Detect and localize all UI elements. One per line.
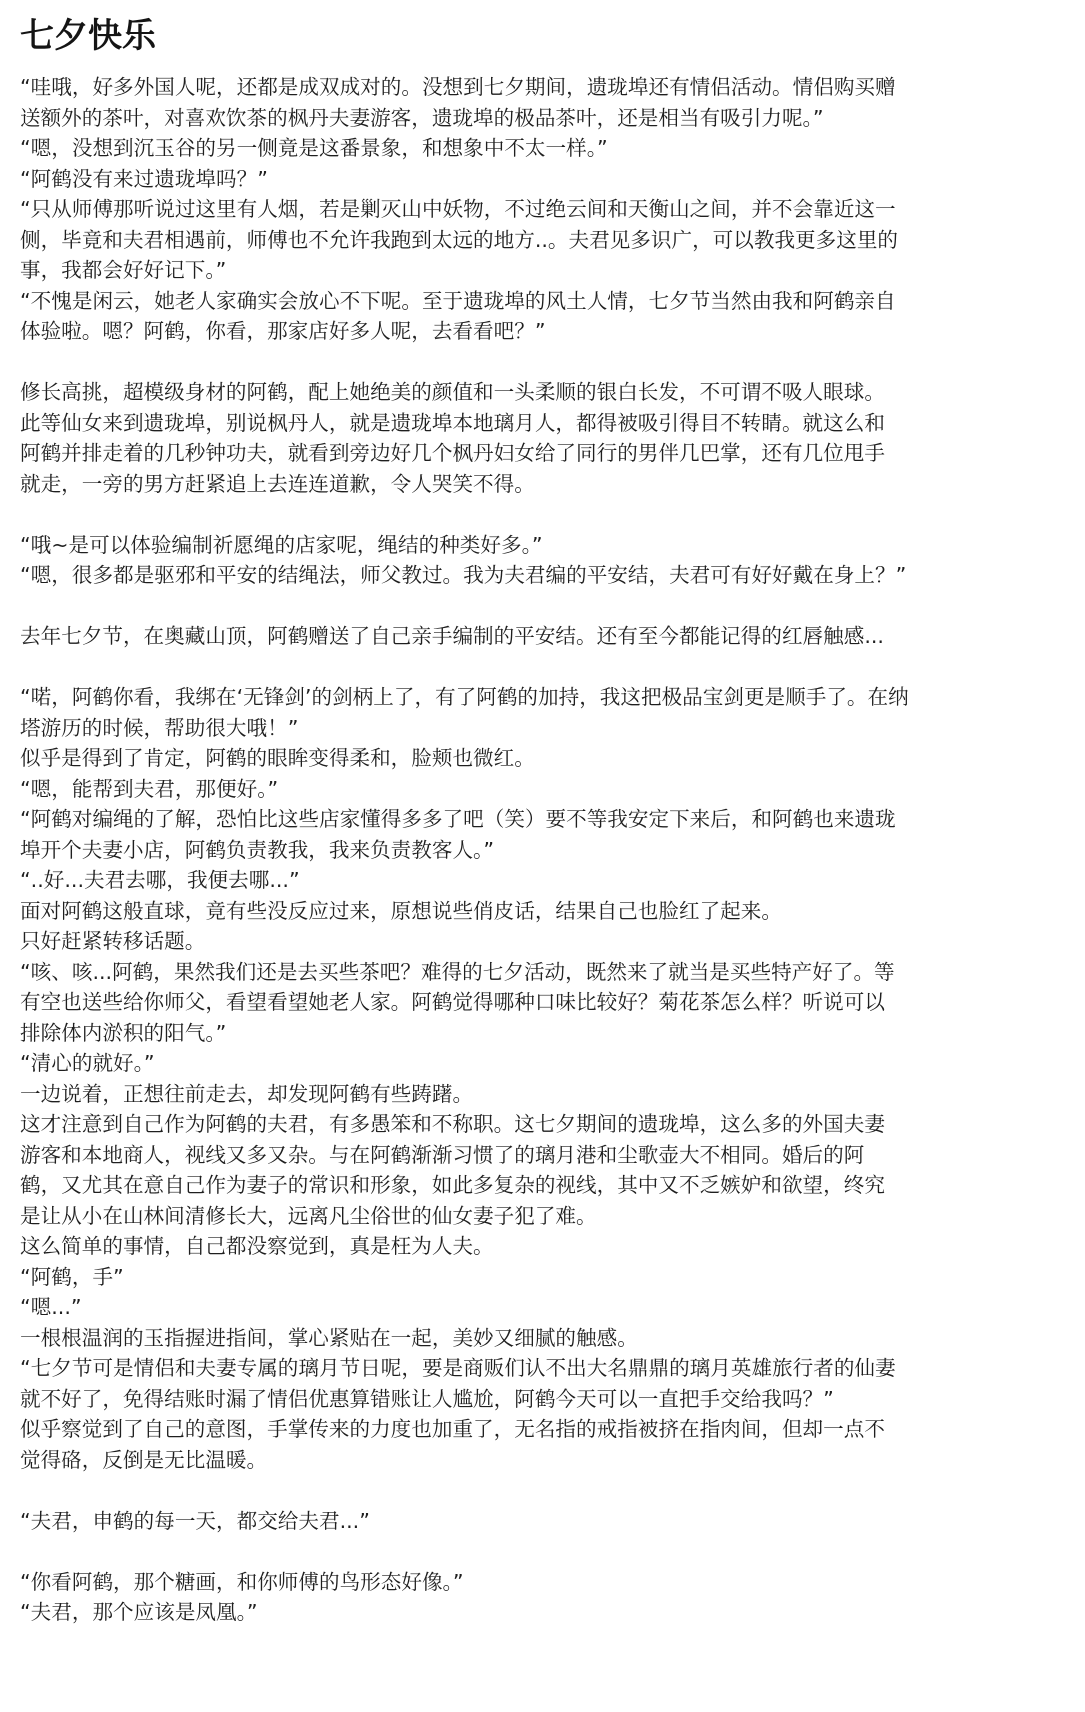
text-line: 就不好了，免得结账时漏了情侣优惠算错账让人尴尬，阿鹤今天可以一直把手交给我吗？” — [20, 1386, 834, 1411]
text-line: 觉得硌，反倒是无比温暖。 — [20, 1447, 268, 1472]
text-line: 事，我都会好好记下。” — [20, 258, 227, 282]
paragraph — [20, 194, 1057, 286]
paragraph-gap — [20, 347, 1057, 378]
paragraph — [20, 1231, 1057, 1262]
text-line: 只好赶紧转移话题。 — [20, 929, 206, 953]
text-line: 埠开个夫妻小店，阿鹤负责教我，我来负责教客人。” — [20, 837, 495, 862]
text-line: 阿鹤并排走着的几秒钟功夫，就看到旁边好几个枫丹妇女给了同行的男伴几巴掌，还有几位甩手 — [20, 441, 885, 465]
paragraph — [20, 133, 1057, 164]
paragraph-gap — [20, 1475, 1057, 1506]
paragraph — [20, 560, 1057, 591]
text-line: 游客和本地商人，视线又多又杂。与在阿鹤渐渐习惯了的璃月港和尘歌壶大不相同。婚后的阿 — [20, 1142, 865, 1167]
text-line: 这才注意到自己作为阿鹤的夫君，有多愚笨和不称职。这七夕期间的遗珑埠，这么多的外国夫妻 — [20, 1112, 885, 1136]
text-line: “不愧是闲云，她老人家确实会放心不下呢。至于遗珑埠的风土人情，七夕节当然由我和阿鹤亲自 — [20, 288, 896, 313]
paragraph — [20, 743, 1057, 774]
paragraph — [20, 1567, 1057, 1598]
paragraph — [20, 1323, 1057, 1354]
article-body — [20, 72, 1057, 1628]
paragraph — [20, 1109, 1057, 1231]
text-line: 一边说着，正想往前走去，却发现阿鹤有些踌躇。 — [20, 1081, 474, 1106]
text-line: “哇哦，好多外国人呢，还都是成双成对的。没想到七夕期间，遗珑埠还有情侣活动。情侣购买赠 — [20, 75, 896, 99]
text-line: “阿鹤，手” — [20, 1264, 124, 1289]
paragraph — [20, 926, 1057, 957]
paragraph-gap — [20, 1536, 1057, 1567]
paragraph — [20, 377, 1057, 499]
paragraph — [20, 682, 1057, 743]
paragraph-gap — [20, 591, 1057, 622]
text-line: “七夕节可是情侣和夫妻专属的璃月节日呢，要是商贩们认不出大名鼎鼎的璃月英雄旅行者的仙妻 — [20, 1356, 896, 1380]
text-line: 面对阿鹤这般直球，竟有些没反应过来，原想说些俏皮话，结果自己也脸红了起来。 — [20, 898, 782, 923]
text-line: “阿鹤没有来过遗珑埠吗？” — [20, 166, 268, 191]
text-line: “夫君，那个应该是凤凰。” — [20, 1600, 258, 1624]
paragraph — [20, 164, 1057, 195]
text-line: “嗯，很多都是驱邪和平安的结绳法，师父教过。我为夫君编的平安结，夫君可有好好戴在身上？” — [20, 563, 907, 587]
paragraph — [20, 1292, 1057, 1323]
text-line: 侧，毕竟和夫君相遇前，师傅也不允许我跑到太远的地方..。夫君见多识广，可以教我更多这里的 — [20, 227, 899, 252]
text-line: 修长高挑，超模级身材的阿鹤，配上她绝美的颜值和一头柔顺的银白长发，不可谓不吸人眼球。 — [20, 380, 885, 404]
text-line: 送额外的茶叶，对喜欢饮茶的枫丹夫妻游客，遗珑埠的极品茶叶，还是相当有吸引力呢。” — [20, 105, 824, 130]
text-line: 排除体内淤积的阳气。” — [20, 1020, 227, 1045]
text-line: 似乎是得到了肯定，阿鹤的眼眸变得柔和，脸颊也微红。 — [20, 746, 535, 770]
text-line: “嗯...” — [20, 1295, 82, 1319]
text-line: 去年七夕节，在奥藏山顶，阿鹤赠送了自己亲手编制的平安结。还有至今都能记得的红唇触感... — [20, 624, 884, 648]
paragraph — [20, 896, 1057, 927]
text-line: 有空也送些给你师父，看望看望她老人家。阿鹤觉得哪种口味比较好？菊花茶怎么样？听说可以 — [20, 990, 885, 1014]
text-line: “嗯，能帮到夫君，那便好。” — [20, 776, 279, 801]
text-line: “夫君，申鹤的每一天，都交给夫君...” — [20, 1508, 370, 1533]
paragraph — [20, 1048, 1057, 1079]
paragraph — [20, 774, 1057, 805]
paragraph — [20, 1262, 1057, 1293]
text-line: “..好...夫君去哪，我便去哪...” — [20, 868, 300, 892]
paragraph — [20, 957, 1057, 1049]
text-line: “你看阿鹤，那个糖画，和你师傅的鸟形态好像。” — [20, 1569, 464, 1594]
text-line: 这么简单的事情，自己都没察觉到，真是枉为人夫。 — [20, 1234, 494, 1258]
paragraph-gap — [20, 499, 1057, 530]
text-line: “咳、咳...阿鹤，果然我们还是去买些茶吧？难得的七夕活动，既然来了就当是买些特产好了。等 — [20, 959, 895, 984]
text-line: 塔游历的时候，帮助很大哦！” — [20, 715, 299, 740]
text-line: 鹤，又尤其在意自己作为妻子的常识和形象，如此多复杂的视线，其中又不乏嫉妒和欲望，终究 — [20, 1173, 885, 1197]
paragraph-gap — [20, 652, 1057, 683]
text-line: “嗯，没想到沉玉谷的另一侧竟是这番景象，和想象中不太一样。” — [20, 136, 608, 160]
text-line: 就走，一旁的男方赶紧追上去连连道歉，令人哭笑不得。 — [20, 471, 535, 496]
paragraph — [20, 1079, 1057, 1110]
text-line: 体验啦。嗯？阿鹤，你看，那家店好多人呢，去看看吧？” — [20, 319, 546, 343]
text-line: 此等仙女来到遗珑埠，别说枫丹人，就是遗珑埠本地璃月人，都得被吸引得目不转睛。就这么和 — [20, 410, 885, 435]
article-title: 七夕快乐 — [20, 16, 156, 56]
text-line: “阿鹤对编绳的了解，恐怕比这些店家懂得多多了吧（笑）要不等我安定下来后，和阿鹤也来遗珑 — [20, 807, 896, 831]
text-line: 一根根温润的玉指握进指间，掌心紧贴在一起，美妙又细腻的触感。 — [20, 1325, 638, 1350]
paragraph — [20, 1506, 1057, 1537]
paragraph — [20, 621, 1057, 652]
paragraph — [20, 1353, 1057, 1414]
text-line: 是让从小在山林间清修长大，远离凡尘俗世的仙女妻子犯了难。 — [20, 1203, 597, 1228]
text-line: “哦~是可以体验编制祈愿绳的店家呢，绳结的种类好多。” — [20, 532, 543, 557]
paragraph — [20, 1414, 1057, 1475]
paragraph — [20, 865, 1057, 896]
text-line: “清心的就好。” — [20, 1051, 155, 1075]
paragraph — [20, 72, 1057, 133]
text-line: “喏，阿鹤你看，我绑在‘无锋剑’的剑柄上了，有了阿鹤的加持，我这把极品宝剑更是顺手了。在纳 — [20, 685, 909, 709]
paragraph — [20, 530, 1057, 561]
paragraph — [20, 1597, 1057, 1628]
text-line: “只从师傅那听说过这里有人烟，若是剿灭山中妖物，不过绝云间和天衡山之间，并不会靠近这一 — [20, 197, 896, 221]
paragraph — [20, 804, 1057, 865]
paragraph — [20, 286, 1057, 347]
text-line: 似乎察觉到了自己的意图，手掌传来的力度也加重了，无名指的戒指被挤在指肉间，但却一点不 — [20, 1417, 885, 1441]
